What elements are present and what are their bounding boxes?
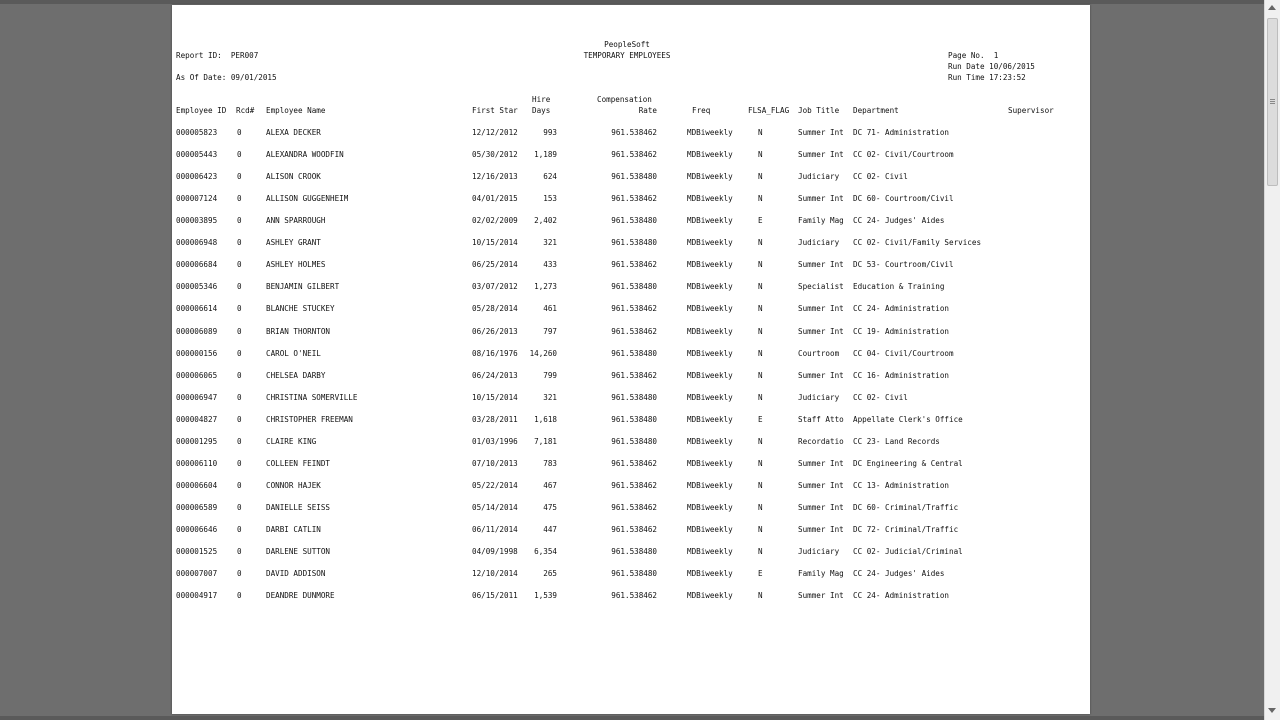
rcd-cell: 0 xyxy=(237,238,242,248)
days-cell: 1,189 xyxy=(534,150,557,160)
first-start-cell: 12/16/2013 xyxy=(472,172,518,182)
job-title-cell: Judiciary xyxy=(798,172,840,182)
department-cell: CC 24- Administration xyxy=(853,591,950,600)
job-title-cell: Family Mag xyxy=(798,569,844,578)
days-cell: 321 xyxy=(543,238,557,248)
rcd-cell: 0 xyxy=(237,150,242,160)
department-cell: CC 19- Administration xyxy=(853,326,950,336)
first-start-cell: 03/07/2012 xyxy=(472,282,518,292)
employee-id-cell: 000006589 xyxy=(176,502,218,512)
rcd-cell: 0 xyxy=(237,436,242,446)
job-title-cell: Recordatio xyxy=(798,436,844,446)
scroll-down-arrow-icon[interactable] xyxy=(1268,708,1276,713)
col-first-start: First Star xyxy=(472,106,518,115)
first-start-cell: 01/03/1996 xyxy=(472,436,518,446)
flsa-flag-cell: E xyxy=(758,414,763,424)
grip-line xyxy=(1270,99,1275,100)
freq-cell: MDBiweekly xyxy=(687,194,733,204)
freq-cell: MDBiweekly xyxy=(687,458,733,468)
days-cell: 475 xyxy=(543,502,557,512)
job-title-cell: Summer Int xyxy=(798,260,844,270)
col-supervisor: Supervisor xyxy=(1008,106,1054,115)
viewer-top-edge xyxy=(0,0,1264,4)
first-start-cell: 06/11/2014 xyxy=(472,524,518,534)
employee-name-cell: ALEXANDRA WOODFIN xyxy=(266,150,344,160)
first-start-cell: 04/01/2015 xyxy=(472,194,518,204)
employee-name-cell: ASHLEY GRANT xyxy=(266,238,321,248)
job-title-cell: Specialist xyxy=(798,282,844,292)
employee-name-cell: ASHLEY HOLMES xyxy=(266,260,326,270)
employee-name-cell: DEANDRE DUNMORE xyxy=(266,591,335,600)
freq-cell: MDBiweekly xyxy=(687,282,733,292)
grip-line xyxy=(1270,103,1275,104)
freq-cell: MDBiweekly xyxy=(687,238,733,248)
employee-id-cell: 000007124 xyxy=(176,194,218,204)
freq-cell: MDBiweekly xyxy=(687,392,733,402)
rate-cell: 961.538462 xyxy=(611,591,657,600)
employee-id-cell: 000006684 xyxy=(176,260,218,270)
department-cell: CC 24- Judges' Aides xyxy=(853,216,945,226)
first-start-cell: 05/28/2014 xyxy=(472,304,518,314)
employee-id-cell: 000006065 xyxy=(176,370,218,380)
rate-cell: 961.538480 xyxy=(611,348,657,358)
flsa-flag-cell: N xyxy=(758,436,763,446)
days-cell: 7,181 xyxy=(534,436,557,446)
days-cell: 1,273 xyxy=(534,282,557,292)
rate-cell: 961.538480 xyxy=(611,282,657,292)
rate-cell: 961.538480 xyxy=(611,569,657,578)
freq-cell: MDBiweekly xyxy=(687,172,733,182)
days-cell: 1,618 xyxy=(534,414,557,424)
flsa-flag-cell: E xyxy=(758,569,763,578)
days-cell: 153 xyxy=(543,194,557,204)
rcd-cell: 0 xyxy=(237,172,242,182)
department-cell: CC 02- Civil/Courtroom xyxy=(853,150,954,160)
freq-cell: MDBiweekly xyxy=(687,480,733,490)
employee-name-cell: ALLISON GUGGENHEIM xyxy=(266,194,349,204)
job-title-cell: Summer Int xyxy=(798,326,844,336)
days-cell: 467 xyxy=(543,480,557,490)
department-cell: DC 53- Courtroom/Civil xyxy=(853,260,954,270)
employee-id-cell: 000007007 xyxy=(176,569,218,578)
employee-id-cell: 000005443 xyxy=(176,150,218,160)
rcd-cell: 0 xyxy=(237,458,242,468)
employee-id-cell: 000006948 xyxy=(176,238,218,248)
col-employee-name: Employee Name xyxy=(266,106,326,115)
rate-cell: 961.538462 xyxy=(611,524,657,534)
freq-cell: MDBiweekly xyxy=(687,304,733,314)
rcd-cell: 0 xyxy=(237,591,242,600)
first-start-cell: 02/02/2009 xyxy=(472,216,518,226)
department-cell: CC 24- Administration xyxy=(853,304,950,314)
employee-name-cell: BRIAN THORNTON xyxy=(266,326,331,336)
vertical-scrollbar[interactable] xyxy=(1264,0,1280,720)
first-start-cell: 04/09/1998 xyxy=(472,547,518,556)
rcd-cell: 0 xyxy=(237,260,242,270)
days-cell: 993 xyxy=(543,128,557,137)
employee-id-cell: 000001525 xyxy=(176,547,218,556)
job-title-cell: Summer Int xyxy=(798,370,844,380)
col-employee-id: Employee ID xyxy=(176,106,227,115)
freq-cell: MDBiweekly xyxy=(687,326,733,336)
rate-cell: 961.538462 xyxy=(611,304,657,314)
rcd-cell: 0 xyxy=(237,569,242,578)
scroll-thumb[interactable] xyxy=(1267,18,1278,186)
employee-name-cell: ALEXA DECKER xyxy=(266,128,321,137)
job-title-cell: Family Mag xyxy=(798,216,844,226)
department-cell: DC 71- Administration xyxy=(853,128,950,137)
freq-cell: MDBiweekly xyxy=(687,370,733,380)
employee-id-cell: 000006947 xyxy=(176,392,218,402)
col-flsa-flag: FLSA_FLAG xyxy=(748,106,790,115)
first-start-cell: 10/15/2014 xyxy=(472,392,518,402)
col-job-title: Job Title xyxy=(798,106,840,115)
freq-cell: MDBiweekly xyxy=(687,436,733,446)
days-cell: 797 xyxy=(543,326,557,336)
flsa-flag-cell: N xyxy=(758,128,763,137)
employee-id-cell: 000004827 xyxy=(176,414,218,424)
flsa-flag-cell: N xyxy=(758,172,763,182)
flsa-flag-cell: N xyxy=(758,238,763,248)
rcd-cell: 0 xyxy=(237,480,242,490)
employee-name-cell: CLAIRE KING xyxy=(266,436,317,446)
first-start-cell: 06/15/2011 xyxy=(472,591,518,600)
department-cell: DC Engineering & Central xyxy=(853,458,963,468)
flsa-flag-cell: N xyxy=(758,370,763,380)
job-title-cell: Summer Int xyxy=(798,502,844,512)
report-page xyxy=(172,5,1090,714)
page-number: Page No. 1 xyxy=(948,51,999,60)
department-cell: DC 60- Courtroom/Civil xyxy=(853,194,954,204)
run-date: Run Date 10/06/2015 xyxy=(948,62,1035,71)
flsa-flag-cell: N xyxy=(758,348,763,358)
days-cell: 783 xyxy=(543,458,557,468)
employee-id-cell: 000001295 xyxy=(176,436,218,446)
days-cell: 265 xyxy=(543,569,557,578)
rate-cell: 961.538462 xyxy=(611,150,657,160)
rcd-cell: 0 xyxy=(237,414,242,424)
employee-id-cell: 000004917 xyxy=(176,591,218,600)
employee-name-cell: DANIELLE SEISS xyxy=(266,502,331,512)
rcd-cell: 0 xyxy=(237,282,242,292)
days-cell: 14,260 xyxy=(529,348,557,358)
run-time: Run Time 17:23:52 xyxy=(948,73,1026,82)
job-title-cell: Courtroom xyxy=(798,348,840,358)
flsa-flag-cell: N xyxy=(758,591,763,600)
days-cell: 2,402 xyxy=(534,216,557,226)
freq-cell: MDBiweekly xyxy=(687,502,733,512)
rcd-cell: 0 xyxy=(237,392,242,402)
rcd-cell: 0 xyxy=(237,524,242,534)
employee-id-cell: 000005823 xyxy=(176,128,218,137)
company-name: PeopleSoft xyxy=(604,40,650,49)
rcd-cell: 0 xyxy=(237,326,242,336)
department-cell: CC 02- Civil/Family Services xyxy=(853,238,982,248)
department-cell: CC 13- Administration xyxy=(853,480,950,490)
employee-id-cell: 000005346 xyxy=(176,282,218,292)
job-title-cell: Summer Int xyxy=(798,591,844,600)
employee-name-cell: DARBI CATLIN xyxy=(266,524,321,534)
job-title-cell: Summer Int xyxy=(798,524,844,534)
first-start-cell: 12/10/2014 xyxy=(472,569,518,578)
department-cell: CC 23- Land Records xyxy=(853,436,940,446)
job-title-cell: Summer Int xyxy=(798,304,844,314)
employee-id-cell: 000006646 xyxy=(176,524,218,534)
scroll-up-arrow-icon[interactable] xyxy=(1268,5,1276,10)
job-title-cell: Summer Int xyxy=(798,150,844,160)
department-cell: CC 24- Judges' Aides xyxy=(853,569,945,578)
days-cell: 624 xyxy=(543,172,557,182)
rcd-cell: 0 xyxy=(237,502,242,512)
rcd-cell: 0 xyxy=(237,547,242,556)
as-of-date: As Of Date: 09/01/2015 xyxy=(176,73,277,82)
first-start-cell: 12/12/2012 xyxy=(472,128,518,137)
days-cell: 6,354 xyxy=(534,547,557,556)
days-cell: 433 xyxy=(543,260,557,270)
rate-cell: 961.538480 xyxy=(611,436,657,446)
department-cell: Education & Training xyxy=(853,282,945,292)
col-rcd: Rcd# xyxy=(236,106,255,115)
employee-name-cell: DARLENE SUTTON xyxy=(266,547,331,556)
rate-cell: 961.538480 xyxy=(611,547,657,556)
grip-line xyxy=(1270,101,1275,102)
flsa-flag-cell: N xyxy=(758,392,763,402)
col-department: Department xyxy=(853,106,899,115)
report-title: TEMPORARY EMPLOYEES xyxy=(583,51,671,60)
job-title-cell: Summer Int xyxy=(798,194,844,204)
freq-cell: MDBiweekly xyxy=(687,260,733,270)
col-hire: Hire xyxy=(532,95,551,104)
freq-cell: MDBiweekly xyxy=(687,216,733,226)
col-days: Days xyxy=(532,106,551,115)
rcd-cell: 0 xyxy=(237,194,242,204)
employee-name-cell: CHRISTINA SOMERVILLE xyxy=(266,392,358,402)
flsa-flag-cell: N xyxy=(758,194,763,204)
rate-cell: 961.538462 xyxy=(611,326,657,336)
department-cell: CC 16- Administration xyxy=(853,370,950,380)
employee-name-cell: COLLEEN FEINDT xyxy=(266,458,331,468)
first-start-cell: 10/15/2014 xyxy=(472,238,518,248)
employee-name-cell: CHELSEA DARBY xyxy=(266,370,326,380)
employee-id-cell: 000006604 xyxy=(176,480,218,490)
rate-cell: 961.538462 xyxy=(611,458,657,468)
flsa-flag-cell: N xyxy=(758,260,763,270)
col-rate: Rate xyxy=(638,106,657,115)
days-cell: 799 xyxy=(543,370,557,380)
flsa-flag-cell: N xyxy=(758,547,763,556)
employee-id-cell: 000006110 xyxy=(176,458,218,468)
col-compensation: Compensation xyxy=(597,95,652,104)
rate-cell: 961.538480 xyxy=(611,172,657,182)
first-start-cell: 07/10/2013 xyxy=(472,458,518,468)
rate-cell: 961.538480 xyxy=(611,216,657,226)
rate-cell: 961.538462 xyxy=(611,370,657,380)
employee-id-cell: 000006089 xyxy=(176,326,218,336)
freq-cell: MDBiweekly xyxy=(687,547,733,556)
first-start-cell: 06/26/2013 xyxy=(472,326,518,336)
rcd-cell: 0 xyxy=(237,370,242,380)
freq-cell: MDBiweekly xyxy=(687,414,733,424)
employee-name-cell: CAROL O'NEIL xyxy=(266,348,321,358)
rate-cell: 961.538480 xyxy=(611,238,657,248)
rate-cell: 961.538480 xyxy=(611,414,657,424)
rate-cell: 961.538462 xyxy=(611,502,657,512)
employee-name-cell: DAVID ADDISON xyxy=(266,569,326,578)
rate-cell: 961.538462 xyxy=(611,194,657,204)
job-title-cell: Judiciary xyxy=(798,392,840,402)
flsa-flag-cell: N xyxy=(758,458,763,468)
employee-id-cell: 000000156 xyxy=(176,348,218,358)
flsa-flag-cell: N xyxy=(758,282,763,292)
flsa-flag-cell: N xyxy=(758,502,763,512)
first-start-cell: 05/22/2014 xyxy=(472,480,518,490)
first-start-cell: 06/24/2013 xyxy=(472,370,518,380)
employee-name-cell: BLANCHE STUCKEY xyxy=(266,304,335,314)
employee-name-cell: ALISON CROOK xyxy=(266,172,321,182)
department-cell: CC 02- Civil xyxy=(853,392,908,402)
department-cell: CC 04- Civil/Courtroom xyxy=(853,348,954,358)
freq-cell: MDBiweekly xyxy=(687,128,733,137)
freq-cell: MDBiweekly xyxy=(687,150,733,160)
employee-name-cell: CONNOR HAJEK xyxy=(266,480,321,490)
rate-cell: 961.538462 xyxy=(611,260,657,270)
employee-name-cell: ANN SPARROUGH xyxy=(266,216,326,226)
rcd-cell: 0 xyxy=(237,128,242,137)
flsa-flag-cell: N xyxy=(758,150,763,160)
department-cell: Appellate Clerk's Office xyxy=(853,414,963,424)
rcd-cell: 0 xyxy=(237,348,242,358)
freq-cell: MDBiweekly xyxy=(687,348,733,358)
first-start-cell: 06/25/2014 xyxy=(472,260,518,270)
days-cell: 461 xyxy=(543,304,557,314)
flsa-flag-cell: E xyxy=(758,216,763,226)
first-start-cell: 03/28/2011 xyxy=(472,414,518,424)
rcd-cell: 0 xyxy=(237,216,242,226)
department-cell: CC 02- Judicial/Criminal xyxy=(853,547,963,556)
job-title-cell: Judiciary xyxy=(798,238,840,248)
job-title-cell: Summer Int xyxy=(798,480,844,490)
employee-id-cell: 000006614 xyxy=(176,304,218,314)
report-id: Report ID: PER007 xyxy=(176,51,259,60)
freq-cell: MDBiweekly xyxy=(687,524,733,534)
rate-cell: 961.538480 xyxy=(611,392,657,402)
days-cell: 447 xyxy=(543,524,557,534)
job-title-cell: Summer Int xyxy=(798,128,844,137)
employee-name-cell: CHRISTOPHER FREEMAN xyxy=(266,414,353,424)
department-cell: DC 72- Criminal/Traffic xyxy=(853,524,959,534)
employee-id-cell: 000006423 xyxy=(176,172,218,182)
viewer-bottom-edge xyxy=(0,716,1264,720)
job-title-cell: Summer Int xyxy=(798,458,844,468)
employee-id-cell: 000003895 xyxy=(176,216,218,226)
rcd-cell: 0 xyxy=(237,304,242,314)
days-cell: 1,539 xyxy=(534,591,557,600)
job-title-cell: Staff Atto xyxy=(798,414,844,424)
days-cell: 321 xyxy=(543,392,557,402)
flsa-flag-cell: N xyxy=(758,480,763,490)
department-cell: DC 60- Criminal/Traffic xyxy=(853,502,959,512)
first-start-cell: 05/14/2014 xyxy=(472,502,518,512)
flsa-flag-cell: N xyxy=(758,304,763,314)
department-cell: CC 02- Civil xyxy=(853,172,908,182)
freq-cell: MDBiweekly xyxy=(687,591,733,600)
employee-name-cell: BENJAMIN GILBERT xyxy=(266,282,340,292)
rate-cell: 961.538462 xyxy=(611,128,657,137)
rate-cell: 961.538462 xyxy=(611,480,657,490)
flsa-flag-cell: N xyxy=(758,326,763,336)
first-start-cell: 08/16/1976 xyxy=(472,348,518,358)
col-freq: Freq xyxy=(692,106,711,115)
first-start-cell: 05/30/2012 xyxy=(472,150,518,160)
flsa-flag-cell: N xyxy=(758,524,763,534)
freq-cell: MDBiweekly xyxy=(687,569,733,578)
job-title-cell: Judiciary xyxy=(798,547,840,556)
